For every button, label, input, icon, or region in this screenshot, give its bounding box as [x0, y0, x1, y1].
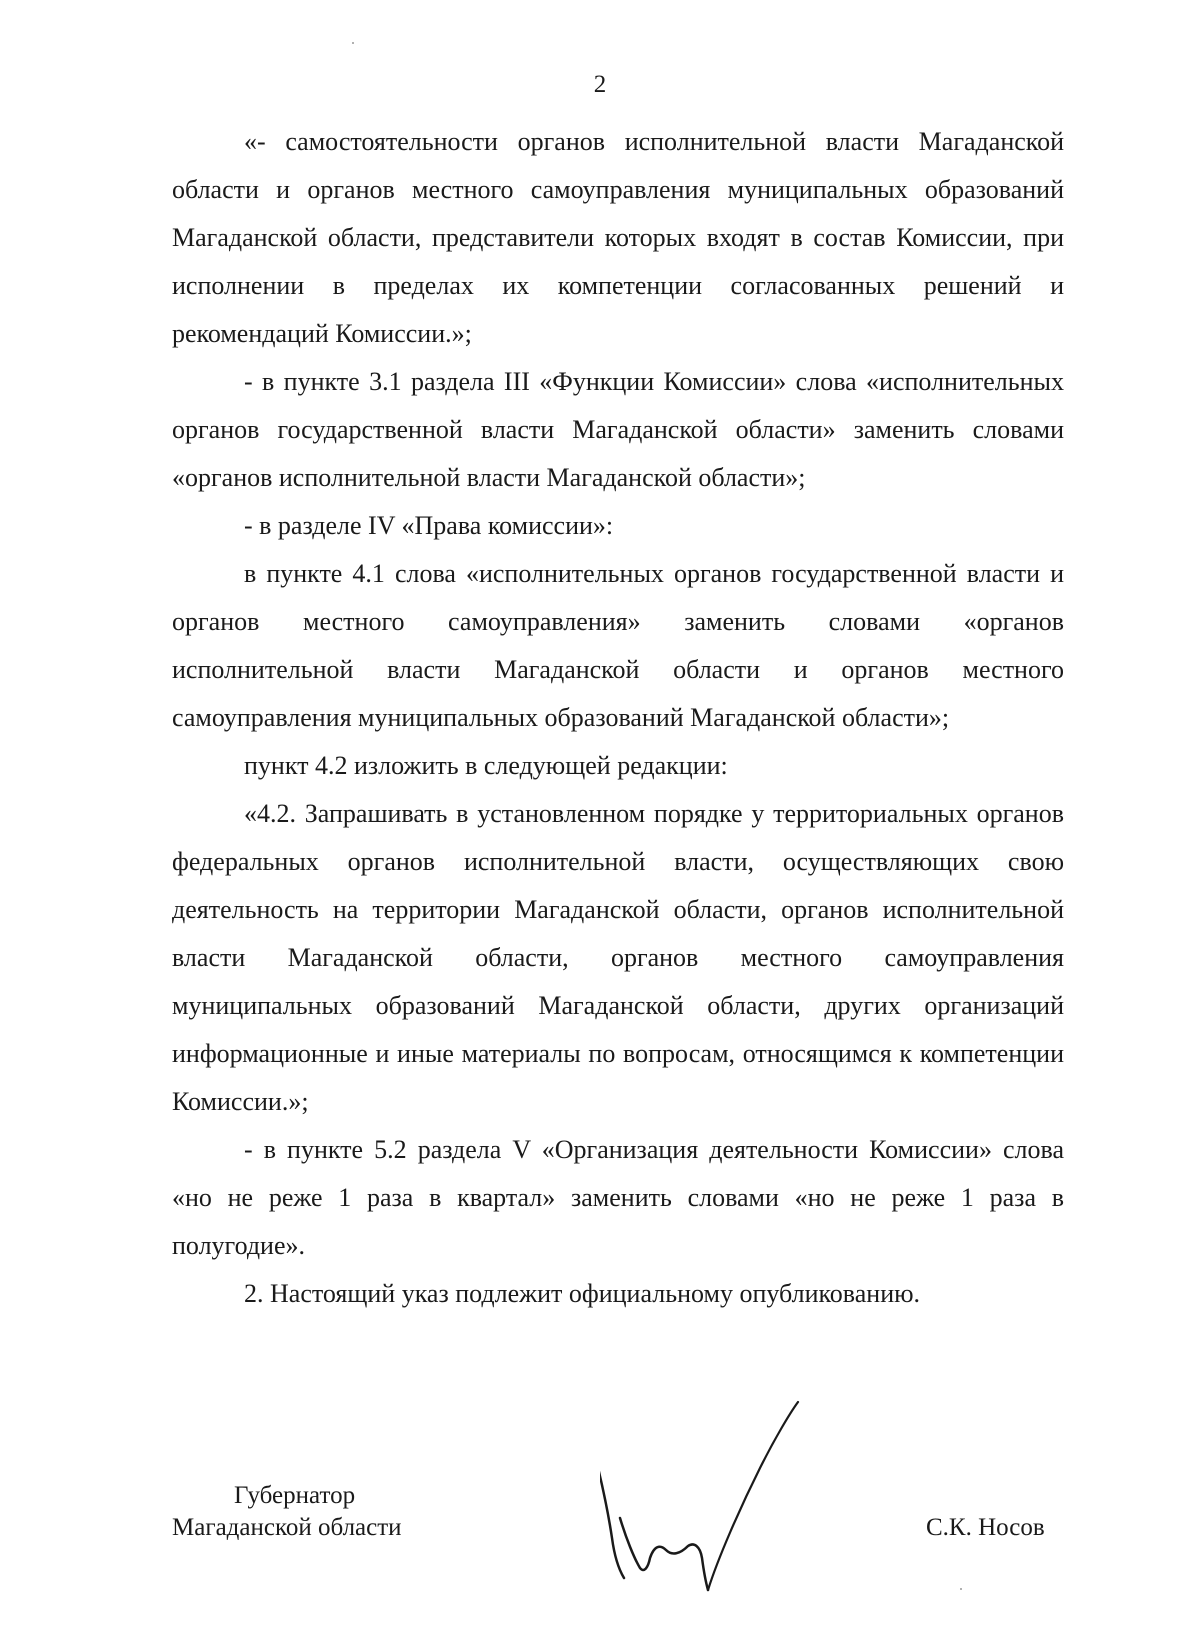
paragraph-2: - в пункте 3.1 раздела III «Функции Комиссии» слова «исполнительных органов государственной власти Магаданской области» заменить словами «органов исполнительной власти Магаданской области»;	[172, 367, 1064, 492]
paragraph-5: пункт 4.2 изложить в следующей редакции:	[244, 751, 728, 780]
handwritten-signature	[600, 1368, 850, 1608]
scan-artifact	[352, 42, 354, 44]
paragraph-1: «- самостоятельности органов исполнительной власти Магаданской области и органов местного самоуправления муниципальных образований Магаданской области, представители которых входят в состав Комиссии, при исполнении в пределах их компетенции согласованных решений и рекомендаций Комиссии.»;	[172, 127, 1064, 348]
paragraph-3: - в разделе IV «Права комиссии»:	[244, 511, 614, 540]
signature-stroke-4	[708, 1402, 798, 1590]
paragraph-7: - в пункте 5.2 раздела V «Организация деятельности Комиссии» слова «но не реже 1 раза в квартал» заменить словами «но не реже 1 раза в полугодие».	[172, 1135, 1064, 1260]
document-body	[172, 118, 1064, 1318]
signature-stroke-2	[600, 1428, 624, 1578]
signatory-title-line-2: Магаданской области	[172, 1514, 402, 1541]
paragraph-4: в пункте 4.1 слова «исполнительных органов государственной власти и органов местного самоуправления» заменить словами «органов исполнительной власти Магаданской области и органов местного самоуправления муниципальных образований Магаданской области»;	[172, 559, 1064, 732]
signatory-name: С.К. Носов	[926, 1514, 1045, 1541]
paragraph-6: «4.2. Запрашивать в установленном порядке у территориальных органов федеральных органов исполнительной власти, осуществляющих свою деятельность на территории Магаданской области, органов исполнительной власти Магаданской области, органов местного самоуправления муниципальных образований Магаданской области, других организаций информационные и иные материалы по вопросам, относящимся к компетенции Комиссии.»;	[172, 799, 1064, 1116]
signature-stroke-3	[620, 1518, 708, 1590]
paragraph-8: 2. Настоящий указ подлежит официальному опубликованию.	[244, 1279, 921, 1308]
signatory-title-line-1: Губернатор	[234, 1482, 356, 1509]
page-number: 2	[593, 71, 607, 98]
signatory-title	[172, 1480, 402, 1544]
scan-artifact	[960, 1588, 962, 1590]
